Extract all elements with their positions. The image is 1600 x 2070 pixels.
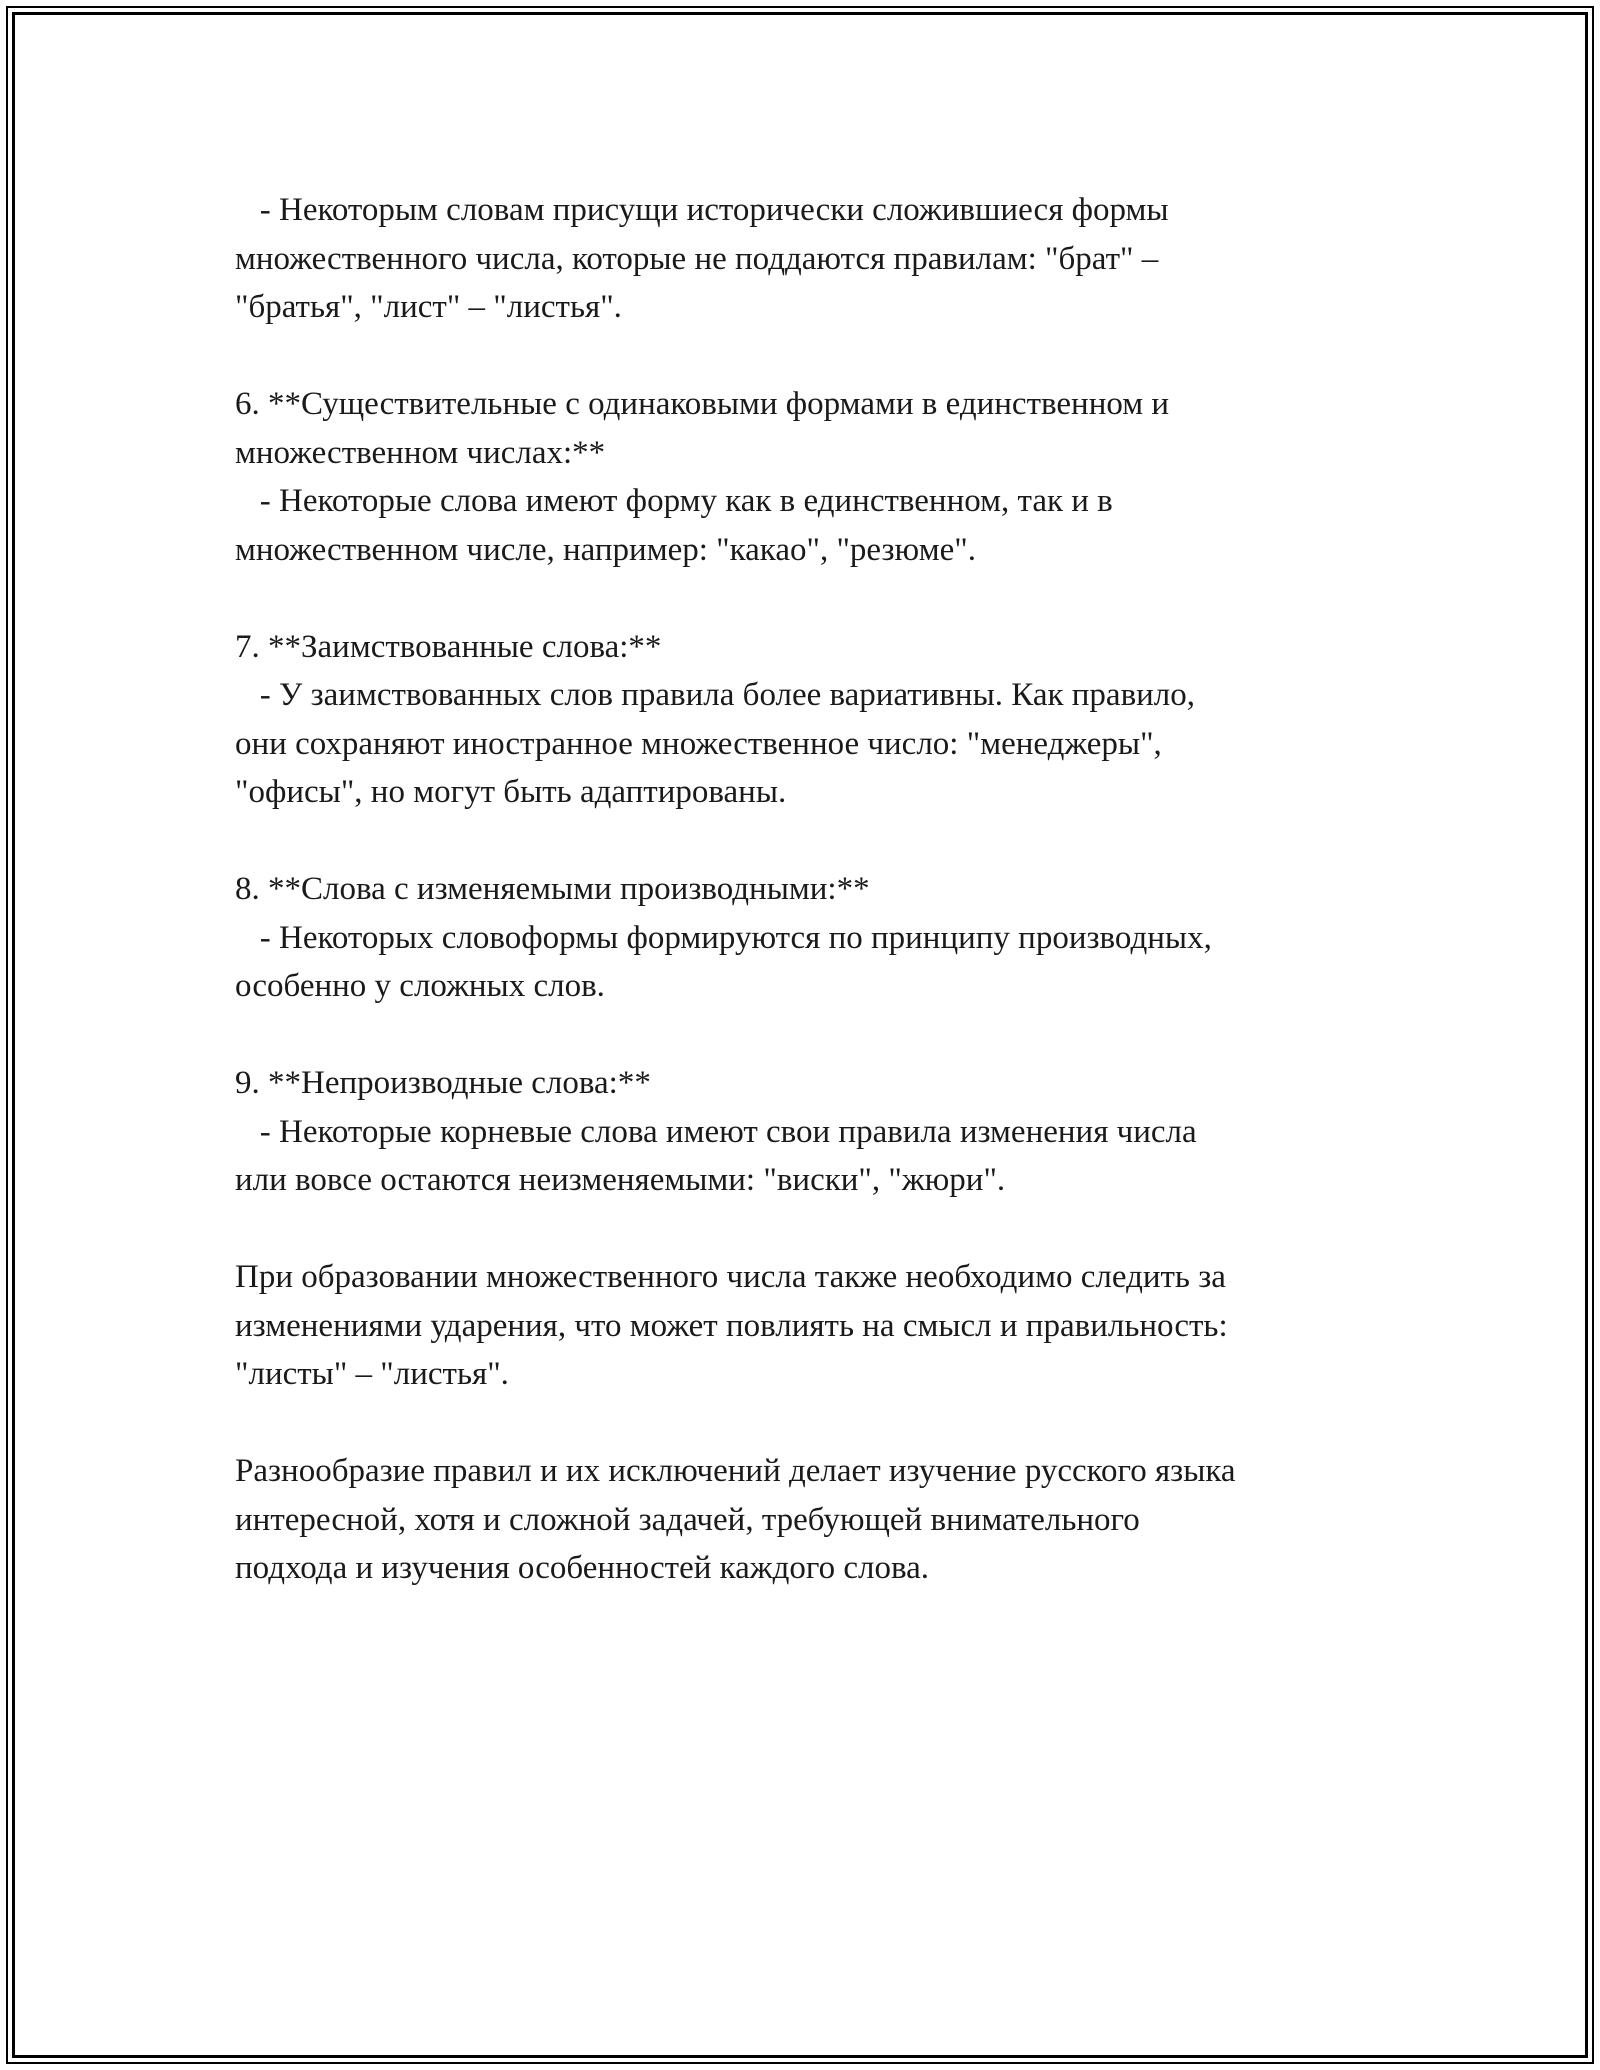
list-item-8 <box>235 865 1375 1011</box>
paragraph-stress-changes <box>235 1253 1375 1399</box>
list-item-heading: множественном числах:** <box>235 434 606 471</box>
text-line: При образовании множественного числа также необходимо следить за <box>235 1259 1226 1295</box>
list-item-9 <box>235 1059 1375 1205</box>
text-line: особенно у сложных слов. <box>235 968 605 1004</box>
text-line: "листы" – "листья". <box>235 1356 509 1392</box>
text-line: "офисы", но могут быть адаптированы. <box>235 774 787 810</box>
text-line: интересной, хотя и сложной задачей, требующей внимательного <box>235 1501 1140 1538</box>
text-line: изменениями ударения, что может повлиять на смысл и правильность: <box>235 1307 1228 1344</box>
text-line: они сохраняют иностранное множественное число: "менеджеры", <box>235 725 1162 762</box>
paragraph-spacer <box>235 574 1375 623</box>
paragraph-spacer <box>235 1205 1375 1254</box>
list-item-7 <box>235 623 1375 817</box>
paragraph-plural-historical <box>235 186 1375 332</box>
text-line: подхода и изучения особенностей каждого слова. <box>235 1550 930 1586</box>
paragraph-spacer <box>235 817 1375 866</box>
list-item-heading: 6. **Существительные с одинаковыми формами в единственном и <box>235 386 1170 422</box>
text-line: "братья", "лист" – "листья". <box>235 289 622 325</box>
text-line: - Некоторые корневые слова имеют свои правила изменения числа <box>235 1113 1197 1150</box>
text-line: Разнообразие правил и их исключений делает изучение русского языка <box>235 1453 1236 1489</box>
list-item-heading: 9. **Непроизводные слова:** <box>235 1065 651 1101</box>
text-line: множественном числе, например: "какао", "резюме". <box>235 531 976 568</box>
paragraph-spacer <box>235 1011 1375 1060</box>
text-line: или вовсе остаются неизменяемыми: "виски", "жюри". <box>235 1162 1006 1198</box>
paragraph-spacer <box>235 1399 1375 1448</box>
paragraph-conclusion <box>235 1447 1375 1593</box>
text-line: - У заимствованных слов правила более вариативны. Как правило, <box>235 677 1196 713</box>
list-item-6 <box>235 380 1375 574</box>
text-line: - Некоторые слова имеют форму как в единственном, так и в <box>235 483 1113 519</box>
text-line: - Некоторым словам присущи исторически сложившиеся формы <box>235 192 1169 228</box>
text-line: множественного числа, которые не поддаются правилам: "брат" – <box>235 240 1159 277</box>
text-line: - Некоторых словоформы формируются по принципу производных, <box>235 919 1212 956</box>
list-item-heading: 8. **Слова с изменяемыми производными:** <box>235 871 870 907</box>
list-item-heading: 7. **Заимствованные слова:** <box>235 628 662 665</box>
paragraph-spacer <box>235 332 1375 381</box>
document-body <box>235 186 1375 1593</box>
